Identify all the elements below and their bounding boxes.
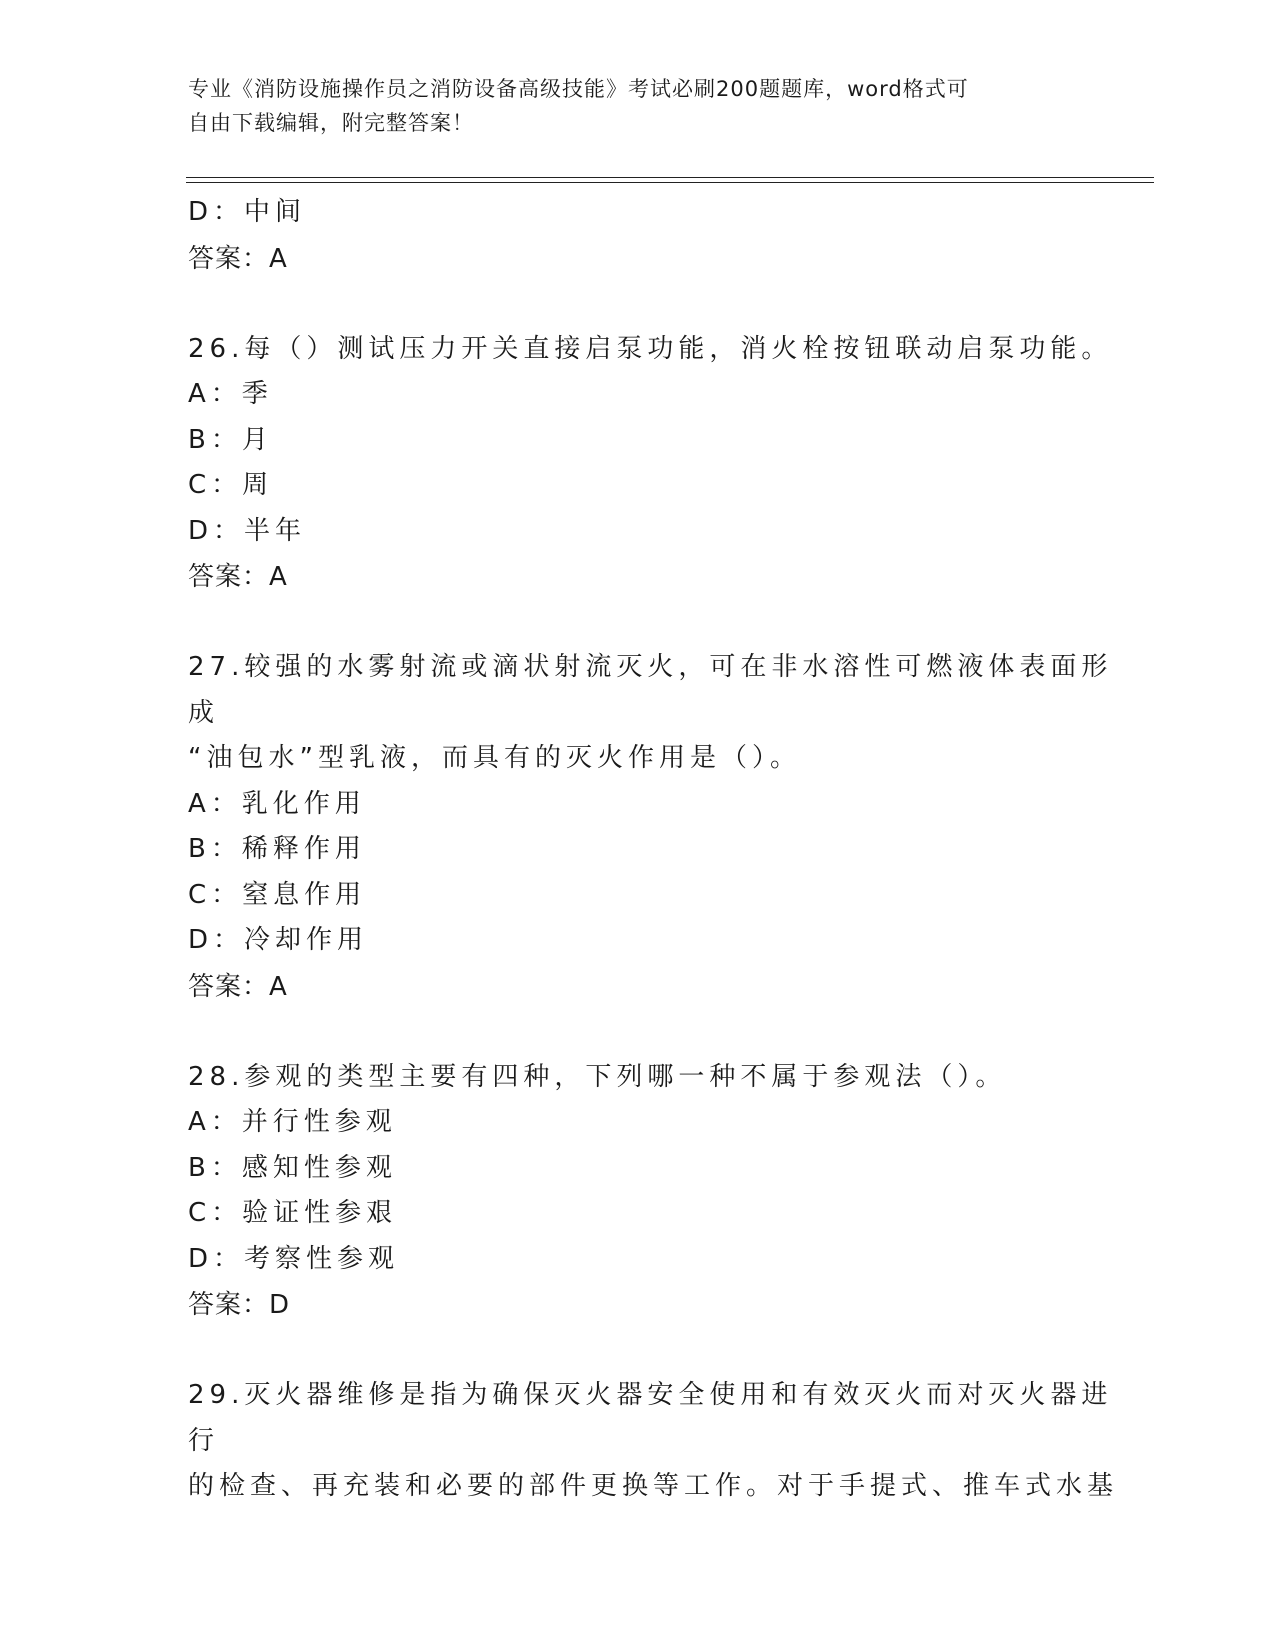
question-stem-line-1: 27.较强的水雾射流或滴状射流灭火，可在非水溶性可燃液体表面形成 [188,652,1113,728]
question-28 [188,1055,1138,1329]
question-stem: 26.每（）测试压力开关直接启泵功能，消火栓按钮联动启泵功能。 [188,333,1113,364]
question-29 [188,1373,1138,1510]
option-c: C：周 [188,470,274,500]
option-a: A：季 [188,379,273,409]
option-b: B：稀释作用 [188,834,366,864]
answer-line: 答案：A [188,971,288,1002]
option-d: D：冷却作用 [188,925,369,955]
header-line-1: 专业《消防设施操作员之消防设备高级技能》考试必刷200题题库，word格式可 [188,77,969,101]
question-27 [188,645,1138,1010]
option-b: B：感知性参观 [188,1152,397,1183]
document-header [188,72,1088,140]
question-stem-line-1: 29.灭火器维修是指为确保灭火器安全使用和有效灭火而对灭火器进行 [188,1380,1113,1456]
option-a: A：乳化作用 [188,788,366,819]
option-d: D：考察性参观 [188,1243,400,1274]
option-c: C：窒息作用 [188,879,367,910]
question-26 [188,327,1138,601]
question-stem-line-2: 的检查、再充装和必要的部件更换等工作。对于手提式、推车式水基 [188,1471,1119,1501]
answer-line: 答案：A [188,562,288,592]
option-c: C：验证性参艰 [188,1198,398,1228]
header-rule-top [186,177,1154,178]
option-d: D：中间 [188,197,307,227]
header-line-2: 自由下载编辑，附完整答案！ [188,111,474,135]
document-body [188,190,1138,1510]
option-d: D：半年 [188,515,307,546]
question-stem: 28.参观的类型主要有四种，下列哪一种不属于参观法（）。 [188,1061,1007,1092]
option-a: A：并行性参观 [188,1107,397,1137]
question-stem-line-2: “油包水”型乳液，而具有的灭火作用是（）。 [188,743,801,773]
header-rule-bottom [186,182,1154,183]
option-b: B：月 [188,424,273,455]
answer-line: 答案：D [188,1290,291,1320]
answer-line: 答案：A [188,243,288,274]
